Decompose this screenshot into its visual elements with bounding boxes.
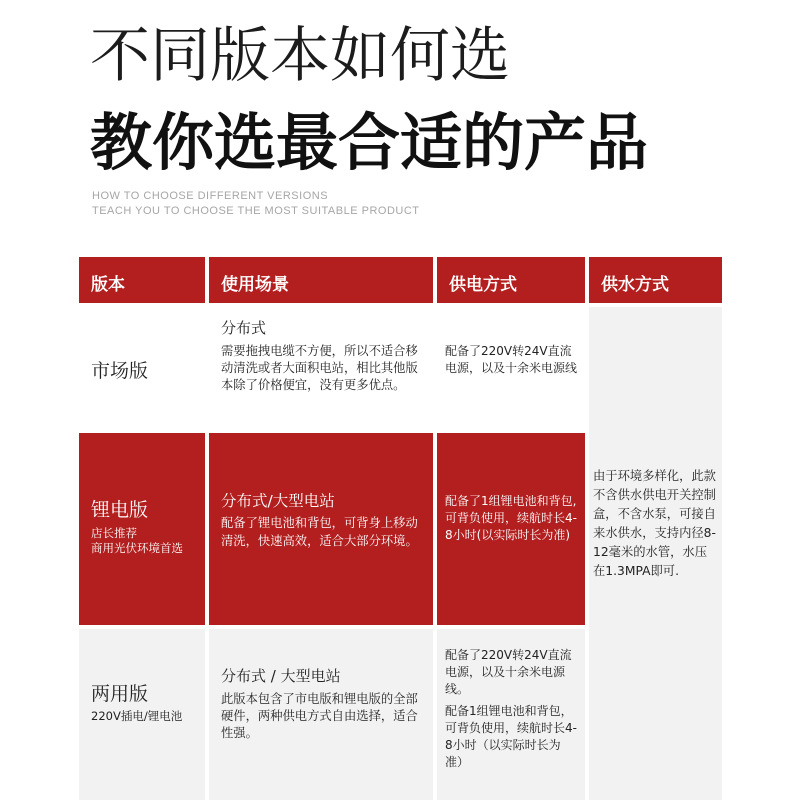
row2-version-note-2: 商用光伏环境首选 [91,541,183,556]
row1-power: 配备了220V转24V直流电源，以及十余米电源线 [445,344,578,375]
english-subtitle-line-2: TEACH YOU TO CHOOSE THE MOST SUITABLE PRODUCT [92,205,420,217]
header-power: 供电方式 [437,257,585,303]
row3-power-mains: 配备了220V转24V直流电源，以及十余米电源线。 [445,648,572,696]
row3-version: 两用版 [91,683,149,705]
water-supply-cell [589,307,722,800]
row2-power-cell [437,433,585,625]
row1-scene-desc: 需要拖拽电缆不方便，所以不适合移动清洗或者大面积电站，相比其他版本除了价格便宜，没有更多优点。 [221,343,418,393]
english-subtitle-line-1: HOW TO CHOOSE DIFFERENT VERSIONS [92,190,329,202]
row2-scene-cell [209,433,433,625]
row1-power-cell [437,307,585,429]
version-comparison-table [79,257,722,800]
row2-version-note-1: 店长推荐 [91,525,137,540]
row1-version-cell [79,307,205,429]
row1-version: 市场版 [91,360,149,382]
water-supply-desc: 由于环境多样化，此款不含供水供电开关控制盒，不含水泵，可接自来水供水，支持内径8-12毫米的水管，水压在1.3MPA即可. [593,469,716,579]
row3-power-battery: 配备1组锂电池和背包，可背负使用，续航时长4-8小时（以实际时长为准） [445,704,577,769]
row3-scene-title: 分布式 / 大型电站 [221,667,341,685]
header-version: 版本 [79,257,205,303]
row2-scene-desc: 配备了锂电池和背包，可背身上移动清洗，快速高效，适合大部分环境。 [221,516,418,548]
row1-scene-title: 分布式 [221,319,267,337]
row3-version-note: 220V插电/锂电池 [91,708,183,723]
page-title: 不同版本如何选 [90,21,510,91]
row2-version-cell [79,433,205,625]
header-water: 供水方式 [589,257,722,303]
page-headline: 教你选最合适的产品 [90,106,649,179]
row3-version-cell [79,629,205,800]
row3-power-cell [437,629,585,800]
row1-scene-cell [209,307,433,429]
row2-power: 配备了1组锂电池和背包,可背负使用，续航时长4-8小时(以实际时长为准) [445,494,577,542]
header-scene: 使用场景 [209,257,433,303]
row2-version: 锂电版 [91,499,149,521]
row2-scene-title: 分布式/大型电站 [221,492,335,510]
row3-scene-desc: 此版本包含了市电版和锂电版的全部硬件，两种供电方式自由选择，适合性强。 [221,691,418,741]
row3-scene-cell [209,629,433,800]
